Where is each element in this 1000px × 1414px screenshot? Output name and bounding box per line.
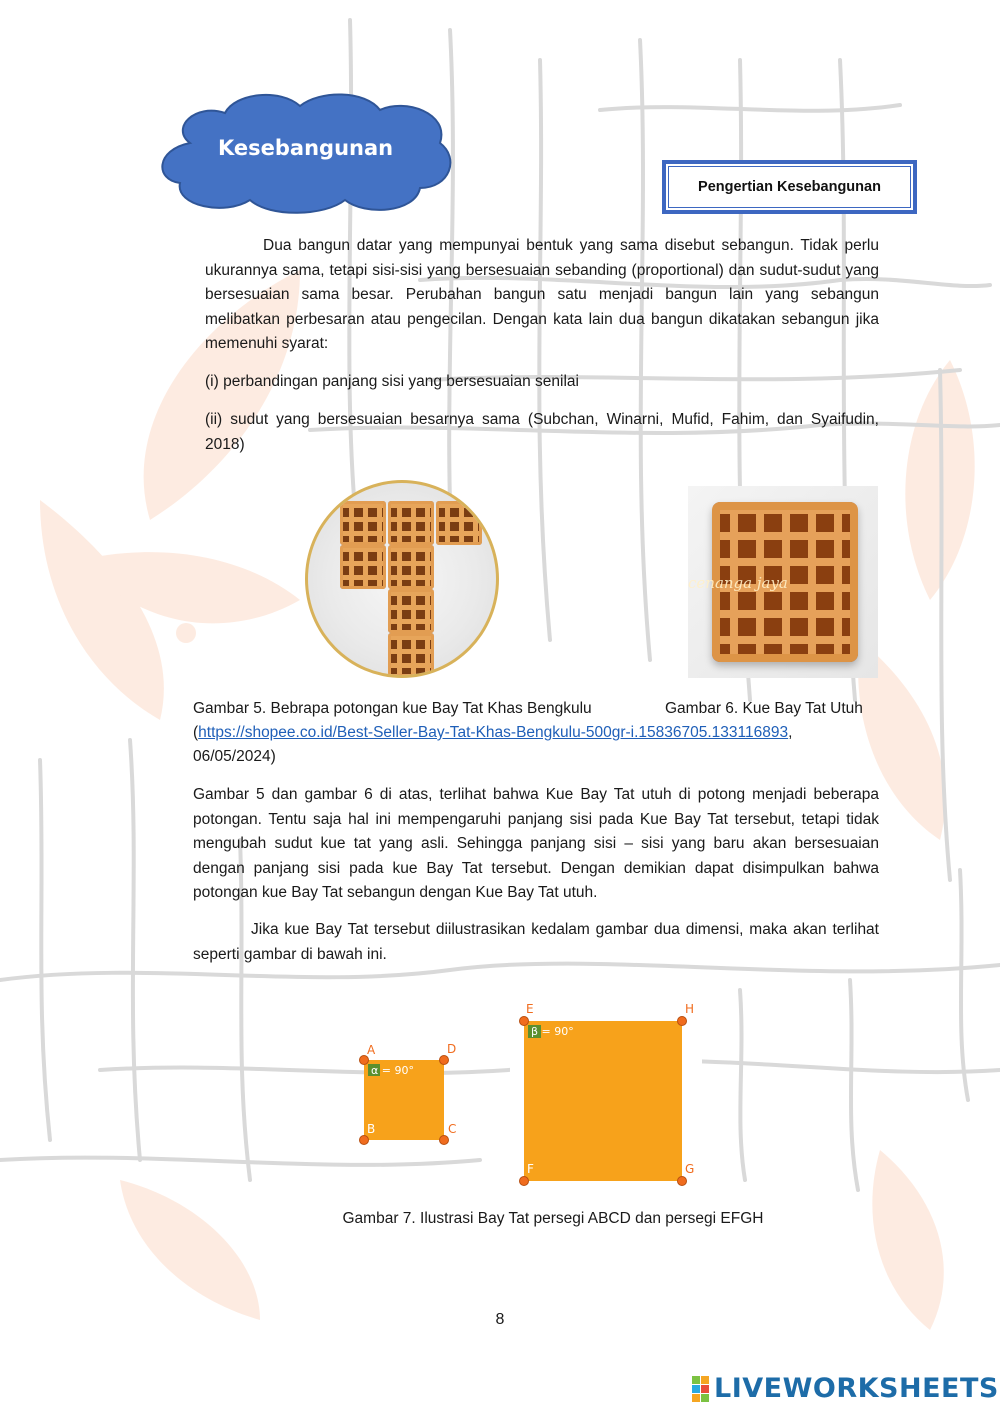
- tart-piece: [340, 545, 386, 589]
- vertex-h: [678, 1017, 687, 1026]
- vertex-g: [678, 1177, 687, 1186]
- tart-piece: [388, 633, 434, 677]
- source-date: 06/05/2024): [193, 748, 276, 765]
- vertex-f: [520, 1177, 529, 1186]
- tart-piece: [388, 501, 434, 545]
- condition-1: (i) perbandingan panjang sisi yang bersesuaian senilai: [205, 373, 579, 390]
- figure-7-squares: [340, 995, 710, 1195]
- figure-6-image: [688, 486, 878, 678]
- liveworksheets-brand[interactable]: [692, 1373, 999, 1404]
- liveworksheets-logo-icon: [692, 1376, 709, 1402]
- label-c: C: [448, 1122, 457, 1136]
- brand-text: LIVEWORKSHEETS: [714, 1373, 999, 1404]
- caption-gambar-7: Gambar 7. Ilustrasi Bay Tat persegi ABCD dan persegi EFGH: [342, 1210, 764, 1227]
- body-paragraph-2: Jika kue Bay Tat tersebut diilustrasikan kedalam gambar dua dimensi, maka akan terlihat seperti gambar di bawah ini.: [193, 921, 879, 963]
- source-link[interactable]: https://shopee.co.id/Best-Seller-Bay-Tat-Khas-Bengkulu-500gr-i.15836705.133116893: [198, 724, 789, 741]
- beta-angle-label: β = 90°: [531, 1025, 574, 1038]
- tart-piece: [436, 501, 482, 545]
- tart-piece: [340, 501, 386, 545]
- tart-piece: [388, 545, 434, 589]
- vertex-c: [440, 1136, 449, 1145]
- source-line: [193, 721, 893, 744]
- label-b: B: [367, 1122, 376, 1136]
- vertex-b: [360, 1136, 369, 1145]
- alpha-angle-label: α = 90°: [371, 1064, 414, 1077]
- small-square-abcd: [360, 1042, 457, 1145]
- label-h: H: [685, 1002, 695, 1016]
- source-comma: ,: [788, 724, 793, 741]
- large-square-efgh: [520, 1002, 695, 1186]
- label-g: G: [685, 1162, 695, 1176]
- image-watermark: cenanga jaya: [688, 574, 788, 592]
- body-paragraph-1: Gambar 5 dan gambar 6 di atas, terlihat bahwa Kue Bay Tat utuh di potong menjadi beberapa potongan. Tentu saja hal ini mempengaruhi panjang sisi pada Kue Bay Tat tersebut, tetapi tidak mengubah sudut kue tat yang asli. Sehingga panjang sisi – sisi yang baru akan bersesuaian dengan panjang sisi pada kue Bay Tat tersebut. Dengan demikian dapat disimpulkan bahwa potongan kue Bay Tat sebangun dengan Kue Bay Tat utuh.: [193, 786, 879, 901]
- page-number: 8: [495, 1311, 505, 1328]
- label-d: D: [447, 1042, 457, 1056]
- section-heading-box: [662, 160, 917, 214]
- large-square: [524, 1021, 682, 1181]
- label-f: F: [527, 1162, 534, 1176]
- label-a: A: [367, 1043, 376, 1057]
- tart-piece: [388, 589, 434, 633]
- vertex-e: [520, 1017, 529, 1026]
- caption-gambar-6: Gambar 6. Kue Bay Tat Utuh: [665, 700, 863, 717]
- caption-gambar-5: Gambar 5. Bebrapa potongan kue Bay Tat Khas Bengkulu: [193, 700, 592, 717]
- vertex-d: [440, 1056, 449, 1065]
- source-open-paren: (: [193, 724, 199, 741]
- cloud-title: Kesebangunan: [218, 136, 394, 160]
- label-e: E: [526, 1002, 534, 1016]
- condition-2: (ii) sudut yang bersesuaian besarnya sama (Subchan, Winarni, Mufid, Fahim, dan Syaifudin, 2018): [205, 411, 879, 453]
- intro-paragraph: Dua bangun datar yang mempunyai bentuk yang sama disebut sebangun. Tidak perlu ukurannya sama, tetapi sisi-sisi yang bersesuaian sebanding (proportional) dan sudut-sudut yang bersesuaian sama besar. Perubahan bangun satu menjadi bangun lain yang sebangun melibatkan perbesaran atau pengecilan. Dengan kata lain dua bangun dikatakan sebangun jika memenuhi syarat:: [205, 237, 879, 352]
- figure-5-image: [305, 480, 499, 678]
- section-title: Pengertian Kesebangunan: [698, 179, 881, 195]
